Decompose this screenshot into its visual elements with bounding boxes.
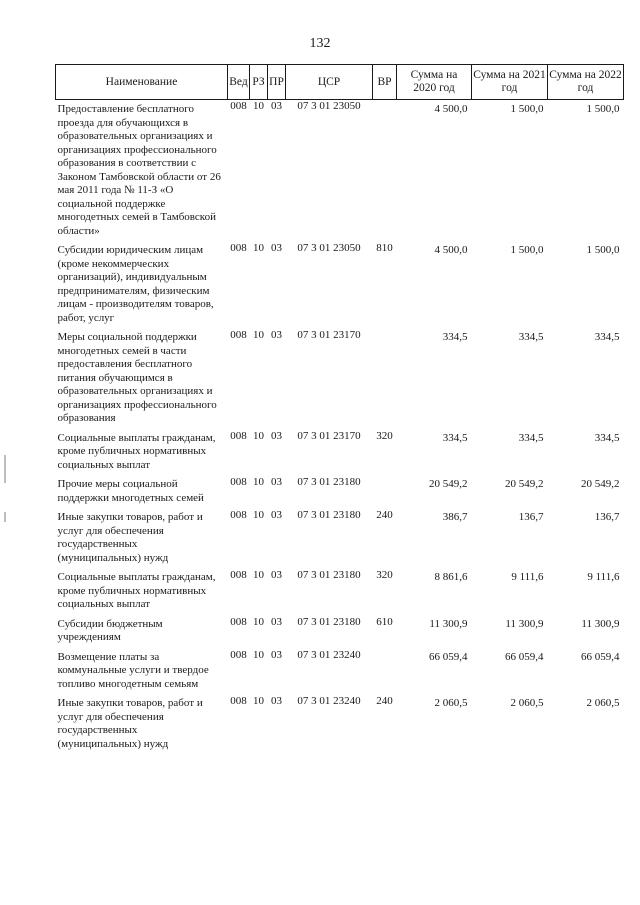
margin-mark-top <box>4 455 6 483</box>
row-name: Иные закупки товаров, работ и услуг для обеспечения государственных (муниципальных) нужд <box>57 511 203 564</box>
row-csr: 07 3 01 23050 <box>297 242 361 254</box>
row-sum-2020: 334,5 <box>442 431 468 444</box>
row-pr: 03 <box>271 329 282 341</box>
row-sum-2021: 1 500,0 <box>510 103 544 115</box>
row-sum-2020: 20 549,2 <box>429 478 468 490</box>
row-sum-2022: 20 549,2 <box>581 478 620 490</box>
row-vr: 320 <box>376 429 393 442</box>
row-rz: 10 <box>253 569 264 581</box>
row-rz: 10 <box>253 476 264 488</box>
row-sum-2020: 8 861,6 <box>434 571 468 583</box>
row-ved: 008 <box>230 569 247 581</box>
row-name: Социальные выплаты гражданам, кроме публичных нормативных социальных выплат <box>57 571 216 610</box>
table-row <box>56 569 624 616</box>
row-pr: 03 <box>271 509 282 521</box>
row-ved: 008 <box>230 648 247 661</box>
row-rz: 10 <box>253 509 264 521</box>
row-sum-2021: 1 500,0 <box>510 244 544 256</box>
header-csr: ЦСР <box>286 65 373 100</box>
row-name: Иные закупки товаров, работ и услуг для обеспечения государственных (муниципальных) нужд <box>57 697 203 750</box>
row-ved: 008 <box>230 100 247 112</box>
row-pr: 03 <box>271 476 282 488</box>
row-sum-2022: 334,5 <box>594 331 620 343</box>
row-csr: 07 3 01 23180 <box>297 509 361 521</box>
row-sum-2020: 4 500,0 <box>434 244 468 256</box>
row-name: Прочие меры социальной поддержки многодетных семей <box>57 478 204 504</box>
row-sum-2020: 66 059,4 <box>429 650 468 663</box>
row-sum-2021: 20 549,2 <box>505 478 544 490</box>
row-vr <box>373 476 397 509</box>
row-vr: 240 <box>376 695 393 707</box>
row-vr <box>373 100 397 243</box>
row-ved: 008 <box>230 476 247 488</box>
row-ved: 008 <box>230 509 247 521</box>
row-sum-2022: 11 300,9 <box>581 617 620 630</box>
row-sum-2021: 334,5 <box>518 331 544 343</box>
row-pr: 03 <box>271 100 282 112</box>
header-sum-2020: Сумма на 2020 год <box>397 65 472 100</box>
row-ved: 008 <box>230 615 247 628</box>
header-rz: РЗ <box>250 65 268 100</box>
header-ved: Вед <box>228 65 250 100</box>
row-vr: 810 <box>376 242 393 254</box>
header-sum-2022: Сумма на 2022 год <box>548 65 624 100</box>
row-sum-2020: 4 500,0 <box>434 103 468 115</box>
row-sum-2021: 2 060,5 <box>510 697 544 709</box>
table-row <box>56 476 624 509</box>
row-sum-2022: 9 111,6 <box>587 571 620 583</box>
table-row <box>56 329 624 430</box>
row-name: Предоставление бесплатного проезда для обучающихся в образовательных организациях и организациях профессионального образования в соответствии с Законом Тамбовской области от 26 мая 2011 года № 11-З «О социальной поддержке многодетных семей в Тамбовской области» <box>57 103 221 237</box>
row-vr: 610 <box>376 615 393 628</box>
table-row <box>56 649 624 696</box>
row-rz: 10 <box>253 100 264 112</box>
row-csr: 07 3 01 23170 <box>297 429 361 442</box>
header-name: Наименование <box>56 65 228 100</box>
row-sum-2021: 334,5 <box>518 431 544 444</box>
row-sum-2022: 66 059,4 <box>581 650 620 663</box>
row-csr: 07 3 01 23050 <box>297 100 361 112</box>
row-ved: 008 <box>230 695 247 707</box>
row-sum-2021: 9 111,6 <box>511 571 544 583</box>
row-csr: 07 3 01 23240 <box>297 695 361 707</box>
row-csr: 07 3 01 23180 <box>297 615 361 628</box>
table-header-row <box>56 65 624 100</box>
row-sum-2020: 334,5 <box>442 331 468 343</box>
page-number: 132 <box>309 36 331 51</box>
row-name: Социальные выплаты гражданам, кроме публичных нормативных социальных выплат <box>57 431 216 471</box>
row-name: Возмещение платы за коммунальные услуги и твердое топливо многодетным семьям <box>57 650 209 690</box>
row-pr: 03 <box>271 695 282 707</box>
table-row <box>56 509 624 569</box>
table-row <box>56 242 624 329</box>
row-ved: 008 <box>230 242 247 254</box>
row-vr <box>373 649 397 696</box>
row-pr: 03 <box>271 615 282 628</box>
table-row <box>56 100 624 243</box>
table-row <box>56 695 624 755</box>
row-vr: 240 <box>376 509 393 521</box>
row-name: Субсидии бюджетным учреждениям <box>57 617 163 643</box>
row-sum-2020: 11 300,9 <box>429 617 468 630</box>
row-csr: 07 3 01 23170 <box>297 329 361 341</box>
row-sum-2022: 334,5 <box>594 431 620 444</box>
table-row <box>56 430 624 477</box>
header-sum-2021: Сумма на 2021 год <box>472 65 548 100</box>
row-ved: 008 <box>230 429 247 442</box>
row-sum-2020: 386,7 <box>442 511 468 523</box>
row-csr: 07 3 01 23180 <box>297 476 361 488</box>
row-sum-2021: 136,7 <box>518 511 544 523</box>
row-sum-2021: 11 300,9 <box>505 617 544 630</box>
row-rz: 10 <box>253 329 264 341</box>
row-name: Меры социальной поддержки многодетных семей в части предоставления бесплатного питания обучающимся в образовательных организациях и организациях профессионального образования <box>57 331 217 424</box>
row-sum-2022: 1 500,0 <box>586 244 620 256</box>
table-row <box>56 616 624 649</box>
row-csr: 07 3 01 23180 <box>297 569 361 581</box>
row-sum-2020: 2 060,5 <box>434 697 468 709</box>
row-pr: 03 <box>271 429 282 442</box>
row-csr: 07 3 01 23240 <box>297 648 361 661</box>
row-pr: 03 <box>271 648 282 661</box>
row-vr: 320 <box>376 569 393 581</box>
row-rz: 10 <box>253 242 264 254</box>
row-rz: 10 <box>253 615 264 628</box>
header-pr: ПР <box>268 65 286 100</box>
row-rz: 10 <box>253 695 264 707</box>
row-sum-2022: 2 060,5 <box>586 697 620 709</box>
row-ved: 008 <box>230 329 247 341</box>
row-sum-2022: 136,7 <box>594 511 620 523</box>
budget-table <box>55 64 624 755</box>
row-vr <box>373 329 397 430</box>
margin-mark-bottom <box>4 512 6 522</box>
row-sum-2022: 1 500,0 <box>586 103 620 115</box>
row-name: Субсидии юридическим лицам (кроме некоммерческих организаций), индивидуальным предпринимателям, физическим лицам - производителям товаров, работ, услуг <box>57 244 214 324</box>
row-sum-2021: 66 059,4 <box>505 650 544 663</box>
header-vr: ВР <box>373 65 397 100</box>
row-rz: 10 <box>253 429 264 442</box>
row-pr: 03 <box>271 242 282 254</box>
row-rz: 10 <box>253 648 264 661</box>
row-pr: 03 <box>271 569 282 581</box>
